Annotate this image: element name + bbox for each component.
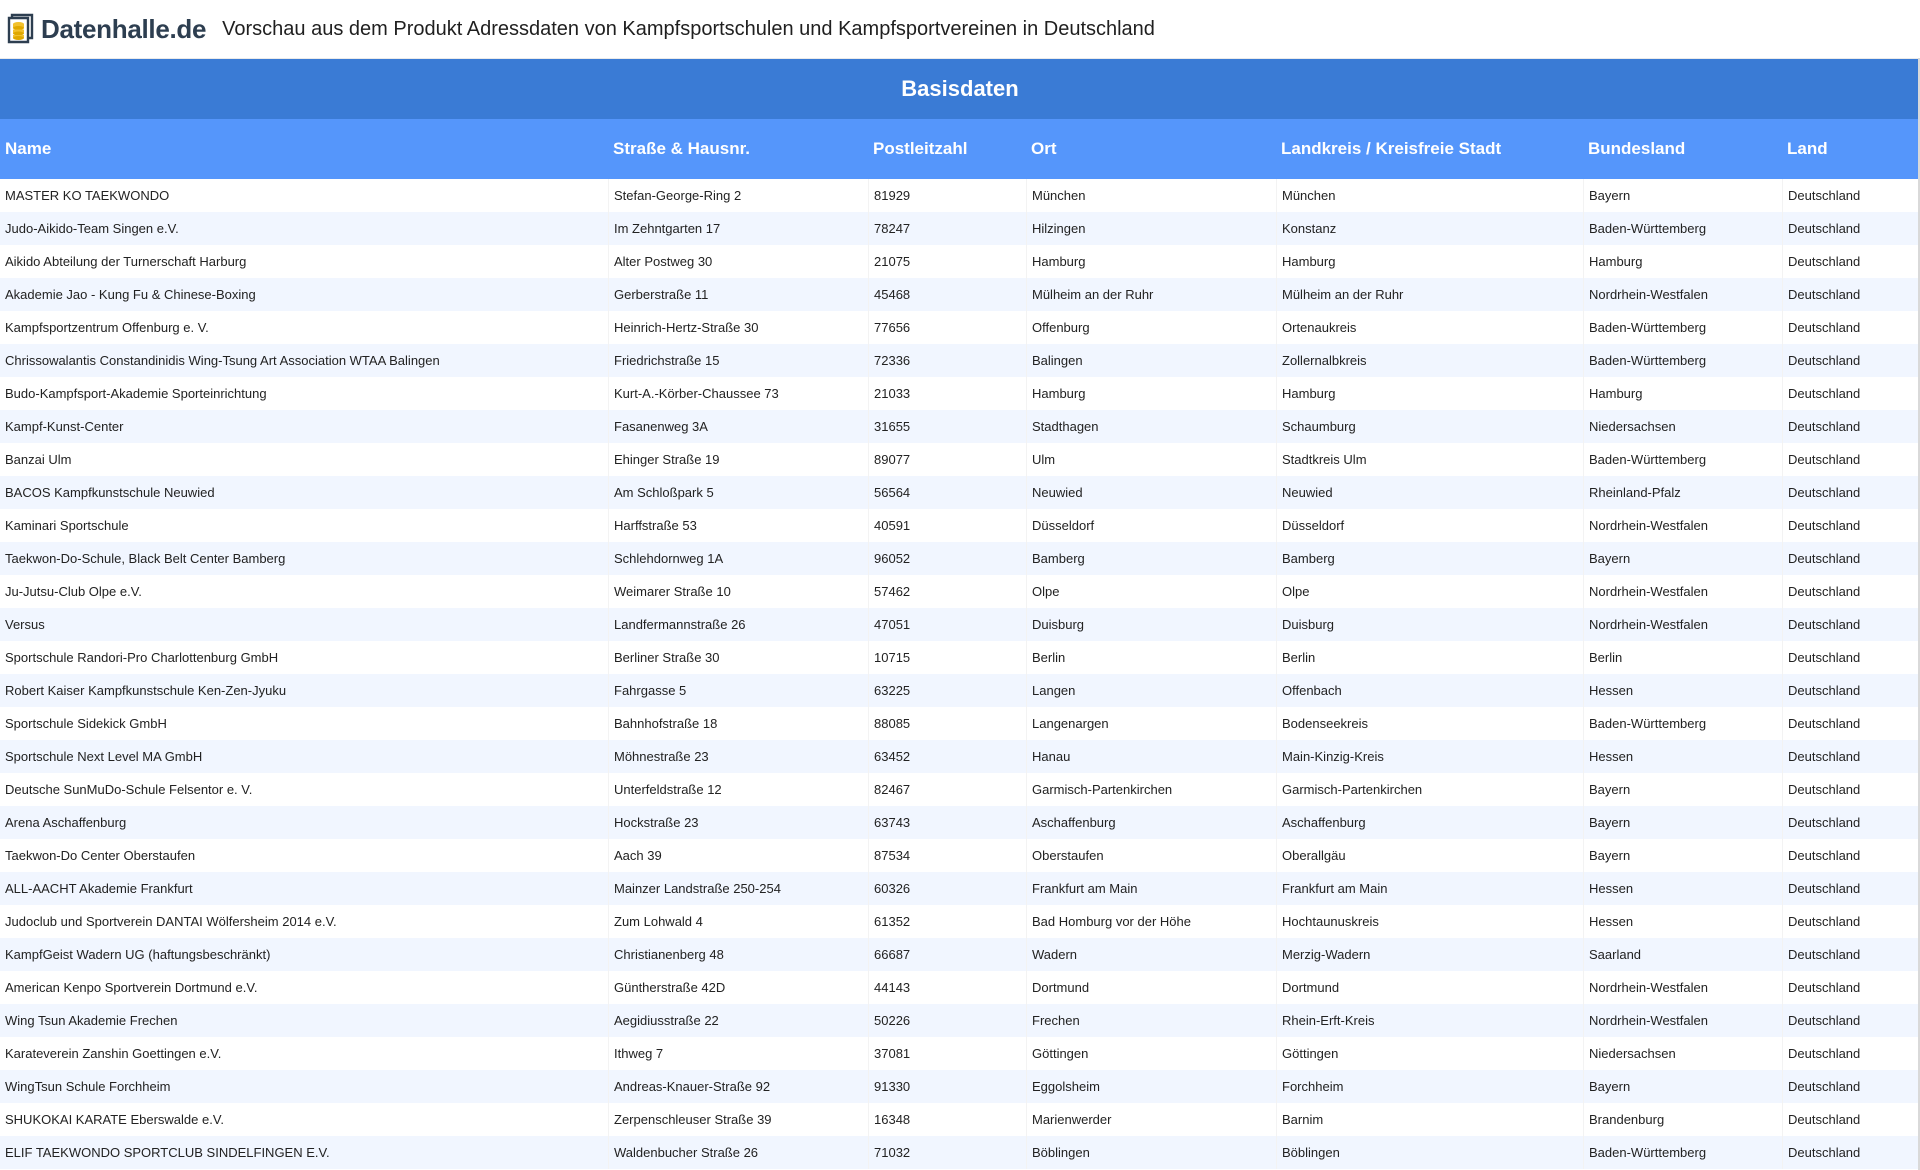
cell-district: Ortenaukreis [1276,311,1583,344]
cell-country: Deutschland [1782,476,1920,509]
cell-name: Versus [5,617,45,632]
cell-name: Akademie Jao - Kung Fu & Chinese-Boxing [5,287,256,302]
cell-district: Rhein-Erft-Kreis [1276,1004,1583,1037]
cell-district: Merzig-Wadern [1276,938,1583,971]
cell-street: Stefan-George-Ring 2 [608,179,868,212]
table-row[interactable] [0,509,1920,542]
cell-country: Deutschland [1782,278,1920,311]
cell-zip: 88085 [868,707,1026,740]
cell-name: Kampfsportzentrum Offenburg e. V. [5,320,209,335]
cell-district: Mülheim an der Ruhr [1276,278,1583,311]
cell-district: Dortmund [1276,971,1583,1004]
cell-state: Niedersachsen [1583,410,1782,443]
cell-street: Landfermannstraße 26 [608,608,868,641]
cell-zip: 45468 [868,278,1026,311]
cell-city: Bamberg [1026,542,1276,575]
column-header-state[interactable]: Bundesland [1588,139,1686,158]
cell-district: Göttingen [1276,1037,1583,1070]
cell-street: Alter Postweg 30 [608,245,868,278]
cell-zip: 63225 [868,674,1026,707]
cell-street: Aach 39 [608,839,868,872]
cell-country: Deutschland [1782,443,1920,476]
cell-district: Main-Kinzig-Kreis [1276,740,1583,773]
table-row[interactable] [0,740,1920,773]
cell-name: BACOS Kampfkunstschule Neuwied [5,485,215,500]
page-title: Vorschau aus dem Produkt Adressdaten von Kampfsportschulen und Kampfsportvereinen in Deutschland [222,17,1155,40]
cell-city: Garmisch-Partenkirchen [1026,773,1276,806]
cell-name: Robert Kaiser Kampfkunstschule Ken-Zen-Jyuku [5,683,287,698]
cell-district: Stadtkreis Ulm [1276,443,1583,476]
cell-district: Bodenseekreis [1276,707,1583,740]
cell-zip: 91330 [868,1070,1026,1103]
cell-name: American Kenpo Sportverein Dortmund e.V. [5,980,258,995]
cell-district: Garmisch-Partenkirchen [1276,773,1583,806]
cell-country: Deutschland [1782,1103,1920,1136]
cell-name: Taekwon-Do Center Oberstaufen [5,848,196,863]
cell-name: Judo-Aikido-Team Singen e.V. [5,221,179,236]
table-row[interactable] [0,443,1920,476]
cell-zip: 21075 [868,245,1026,278]
cell-state: Baden-Württemberg [1583,443,1782,476]
cell-name: SHUKOKAI KARATE Eberswalde e.V. [5,1112,224,1127]
cell-state: Rheinland-Pfalz [1583,476,1782,509]
cell-state: Baden-Württemberg [1583,707,1782,740]
cell-state: Baden-Württemberg [1583,311,1782,344]
cell-name: KampfGeist Wadern UG (haftungsbeschränkt) [5,947,271,962]
cell-city: Ulm [1026,443,1276,476]
cell-district: Offenbach [1276,674,1583,707]
table-row[interactable] [0,311,1920,344]
cell-zip: 87534 [868,839,1026,872]
cell-zip: 96052 [868,542,1026,575]
cell-country: Deutschland [1782,839,1920,872]
table-row[interactable] [0,179,1920,212]
cell-country: Deutschland [1782,179,1920,212]
cell-name: Aikido Abteilung der Turnerschaft Harburg [5,254,247,269]
cell-city: Göttingen [1026,1037,1276,1070]
cell-district: Zollernalbkreis [1276,344,1583,377]
table-row[interactable] [0,938,1920,971]
table-row[interactable] [0,1070,1920,1103]
cell-street: Fasanenweg 3A [608,410,868,443]
cell-city: Aschaffenburg [1026,806,1276,839]
cell-street: Gerberstraße 11 [608,278,868,311]
cell-state: Hessen [1583,872,1782,905]
cell-street: Christianenberg 48 [608,938,868,971]
cell-district: Hamburg [1276,245,1583,278]
table-row[interactable] [0,707,1920,740]
cell-district: Düsseldorf [1276,509,1583,542]
table-row[interactable] [0,1103,1920,1136]
cell-zip: 89077 [868,443,1026,476]
cell-city: Bad Homburg vor der Höhe [1026,905,1276,938]
database-icon [6,12,36,46]
table-row[interactable] [0,872,1920,905]
table-row[interactable] [0,575,1920,608]
cell-zip: 31655 [868,410,1026,443]
cell-country: Deutschland [1782,905,1920,938]
cell-district: Forchheim [1276,1070,1583,1103]
cell-street: Hockstraße 23 [608,806,868,839]
cell-city: Mülheim an der Ruhr [1026,278,1276,311]
cell-state: Nordrhein-Westfalen [1583,575,1782,608]
cell-city: Balingen [1026,344,1276,377]
table-row[interactable] [0,641,1920,674]
table-row[interactable] [0,344,1920,377]
cell-district: Duisburg [1276,608,1583,641]
cell-city: Hilzingen [1026,212,1276,245]
cell-state: Bayern [1583,1070,1782,1103]
cell-street: Im Zehntgarten 17 [608,212,868,245]
table-row[interactable] [0,971,1920,1004]
table-row[interactable] [0,773,1920,806]
cell-district: Oberallgäu [1276,839,1583,872]
cell-state: Hessen [1583,905,1782,938]
cell-city: Offenburg [1026,311,1276,344]
cell-city: München [1026,179,1276,212]
cell-state: Hessen [1583,740,1782,773]
cell-district: Neuwied [1276,476,1583,509]
table-row[interactable] [0,905,1920,938]
table-row[interactable] [0,1136,1920,1169]
cell-city: Dortmund [1026,971,1276,1004]
cell-name: Deutsche SunMuDo-Schule Felsentor e. V. [5,782,253,797]
cell-state: Hamburg [1583,377,1782,410]
cell-country: Deutschland [1782,1136,1920,1169]
cell-country: Deutschland [1782,641,1920,674]
cell-street: Zum Lohwald 4 [608,905,868,938]
cell-district: Hochtaunuskreis [1276,905,1583,938]
logo-text: Datenhalle.de [41,13,207,44]
cell-city: Langen [1026,674,1276,707]
cell-city: Marienwerder [1026,1103,1276,1136]
cell-state: Saarland [1583,938,1782,971]
cell-street: Möhnestraße 23 [608,740,868,773]
column-header-city[interactable]: Ort [1031,139,1057,158]
cell-zip: 78247 [868,212,1026,245]
column-header-country[interactable]: Land [1787,139,1828,158]
cell-country: Deutschland [1782,806,1920,839]
cell-street: Bahnhofstraße 18 [608,707,868,740]
cell-country: Deutschland [1782,245,1920,278]
cell-zip: 47051 [868,608,1026,641]
cell-state: Bayern [1583,839,1782,872]
table-row[interactable] [0,212,1920,245]
cell-zip: 16348 [868,1103,1026,1136]
cell-country: Deutschland [1782,971,1920,1004]
cell-zip: 77656 [868,311,1026,344]
cell-name: Budo-Kampfsport-Akademie Sporteinrichtung [5,386,267,401]
cell-zip: 61352 [868,905,1026,938]
cell-state: Niedersachsen [1583,1037,1782,1070]
cell-name: Ju-Jutsu-Club Olpe e.V. [5,584,142,599]
table-row[interactable] [0,542,1920,575]
cell-country: Deutschland [1782,740,1920,773]
cell-country: Deutschland [1782,377,1920,410]
cell-country: Deutschland [1782,1070,1920,1103]
cell-state: Berlin [1583,641,1782,674]
cell-country: Deutschland [1782,212,1920,245]
cell-name: Sportschule Next Level MA GmbH [5,749,203,764]
table-row[interactable] [0,608,1920,641]
cell-district: Olpe [1276,575,1583,608]
cell-district: Berlin [1276,641,1583,674]
cell-district: Hamburg [1276,377,1583,410]
cell-district: München [1276,179,1583,212]
cell-name: Chrissowalantis Constandinidis Wing-Tsung Art Association WTAA Balingen [5,353,440,368]
cell-street: Aegidiusstraße 22 [608,1004,868,1037]
cell-name: Karateverein Zanshin Goettingen e.V. [5,1046,222,1061]
cell-city: Oberstaufen [1026,839,1276,872]
cell-name: Kampf-Kunst-Center [5,419,124,434]
cell-street: Unterfeldstraße 12 [608,773,868,806]
cell-country: Deutschland [1782,1037,1920,1070]
cell-state: Nordrhein-Westfalen [1583,971,1782,1004]
table-row[interactable] [0,674,1920,707]
table-row[interactable] [0,1037,1920,1070]
cell-street: Güntherstraße 42D [608,971,868,1004]
cell-district: Konstanz [1276,212,1583,245]
cell-city: Langenargen [1026,707,1276,740]
cell-zip: 56564 [868,476,1026,509]
cell-zip: 63452 [868,740,1026,773]
cell-country: Deutschland [1782,707,1920,740]
cell-zip: 10715 [868,641,1026,674]
cell-state: Nordrhein-Westfalen [1583,278,1782,311]
cell-street: Waldenbucher Straße 26 [608,1136,868,1169]
cell-name: MASTER KO TAEKWONDO [5,188,170,203]
table-row[interactable] [0,1004,1920,1037]
cell-state: Nordrhein-Westfalen [1583,1004,1782,1037]
cell-state: Bayern [1583,542,1782,575]
cell-country: Deutschland [1782,608,1920,641]
cell-zip: 50226 [868,1004,1026,1037]
cell-state: Baden-Württemberg [1583,1136,1782,1169]
column-header-street[interactable]: Straße & Hausnr. [613,139,750,158]
column-header-district[interactable]: Landkreis / Kreisfreie Stadt [1281,139,1502,158]
cell-city: Düsseldorf [1026,509,1276,542]
cell-name: Sportschule Randori-Pro Charlottenburg GmbH [5,650,279,665]
cell-district: Frankfurt am Main [1276,872,1583,905]
table-header [0,119,1920,179]
section-header-basisdaten: Basisdaten [0,59,1920,119]
cell-name: Sportschule Sidekick GmbH [5,716,167,731]
cell-zip: 21033 [868,377,1026,410]
cell-zip: 63743 [868,806,1026,839]
cell-city: Hamburg [1026,377,1276,410]
column-header-name[interactable]: Name [5,139,52,158]
cell-city: Hamburg [1026,245,1276,278]
cell-state: Nordrhein-Westfalen [1583,608,1782,641]
cell-name: Judoclub und Sportverein DANTAI Wölfersheim 2014 e.V. [5,914,337,929]
table-row[interactable] [0,278,1920,311]
cell-name: ELIF TAEKWONDO SPORTCLUB SINDELFINGEN E.V. [5,1145,330,1160]
cell-zip: 37081 [868,1037,1026,1070]
cell-zip: 44143 [868,971,1026,1004]
cell-state: Hamburg [1583,245,1782,278]
cell-state: Baden-Württemberg [1583,212,1782,245]
cell-street: Friedrichstraße 15 [608,344,868,377]
cell-city: Duisburg [1026,608,1276,641]
table-row[interactable] [0,410,1920,443]
cell-zip: 82467 [868,773,1026,806]
cell-district: Bamberg [1276,542,1583,575]
cell-state: Brandenburg [1583,1103,1782,1136]
cell-city: Stadthagen [1026,410,1276,443]
cell-street: Zerpenschleuser Straße 39 [608,1103,868,1136]
column-header-zip[interactable]: Postleitzahl [873,139,968,158]
cell-street: Schlehdornweg 1A [608,542,868,575]
cell-state: Bayern [1583,773,1782,806]
cell-zip: 72336 [868,344,1026,377]
cell-state: Bayern [1583,179,1782,212]
cell-state: Nordrhein-Westfalen [1583,509,1782,542]
cell-street: Mainzer Landstraße 250-254 [608,872,868,905]
cell-country: Deutschland [1782,311,1920,344]
cell-country: Deutschland [1782,1004,1920,1037]
cell-city: Böblingen [1026,1136,1276,1169]
cell-name: WingTsun Schule Forchheim [5,1079,171,1094]
cell-city: Berlin [1026,641,1276,674]
cell-country: Deutschland [1782,542,1920,575]
cell-street: Ehinger Straße 19 [608,443,868,476]
table-row[interactable] [0,806,1920,839]
cell-state: Baden-Württemberg [1583,344,1782,377]
cell-district: Aschaffenburg [1276,806,1583,839]
cell-city: Hanau [1026,740,1276,773]
cell-street: Harffstraße 53 [608,509,868,542]
cell-street: Fahrgasse 5 [608,674,868,707]
cell-street: Ithweg 7 [608,1037,868,1070]
cell-country: Deutschland [1782,872,1920,905]
cell-country: Deutschland [1782,344,1920,377]
table-row[interactable] [0,839,1920,872]
cell-country: Deutschland [1782,938,1920,971]
cell-street: Am Schloßpark 5 [608,476,868,509]
cell-country: Deutschland [1782,509,1920,542]
cell-zip: 40591 [868,509,1026,542]
cell-state: Hessen [1583,674,1782,707]
cell-country: Deutschland [1782,575,1920,608]
cell-zip: 66687 [868,938,1026,971]
cell-street: Berliner Straße 30 [608,641,868,674]
logo[interactable] [6,12,206,46]
cell-name: Kaminari Sportschule [5,518,129,533]
cell-district: Barnim [1276,1103,1583,1136]
cell-zip: 57462 [868,575,1026,608]
cell-street: Kurt-A.-Körber-Chaussee 73 [608,377,868,410]
cell-street: Weimarer Straße 10 [608,575,868,608]
cell-zip: 81929 [868,179,1026,212]
cell-city: Eggolsheim [1026,1070,1276,1103]
table-row[interactable] [0,476,1920,509]
cell-city: Wadern [1026,938,1276,971]
cell-zip: 60326 [868,872,1026,905]
table-row[interactable] [0,377,1920,410]
cell-city: Frechen [1026,1004,1276,1037]
cell-zip: 71032 [868,1136,1026,1169]
cell-city: Frankfurt am Main [1026,872,1276,905]
cell-state: Bayern [1583,806,1782,839]
cell-name: Wing Tsun Akademie Frechen [5,1013,178,1028]
cell-district: Schaumburg [1276,410,1583,443]
cell-city: Olpe [1026,575,1276,608]
top-bar [0,0,1920,59]
cell-name: Taekwon-Do-Schule, Black Belt Center Bamberg [5,551,286,566]
cell-street: Andreas-Knauer-Straße 92 [608,1070,868,1103]
table-body [0,179,1920,1169]
cell-street: Heinrich-Hertz-Straße 30 [608,311,868,344]
cell-name: ALL-AACHT Akademie Frankfurt [5,881,193,896]
cell-country: Deutschland [1782,773,1920,806]
cell-district: Böblingen [1276,1136,1583,1169]
cell-name: Banzai Ulm [5,452,72,467]
table-row[interactable] [0,245,1920,278]
cell-country: Deutschland [1782,410,1920,443]
cell-city: Neuwied [1026,476,1276,509]
cell-name: Arena Aschaffenburg [5,815,127,830]
cell-country: Deutschland [1782,674,1920,707]
